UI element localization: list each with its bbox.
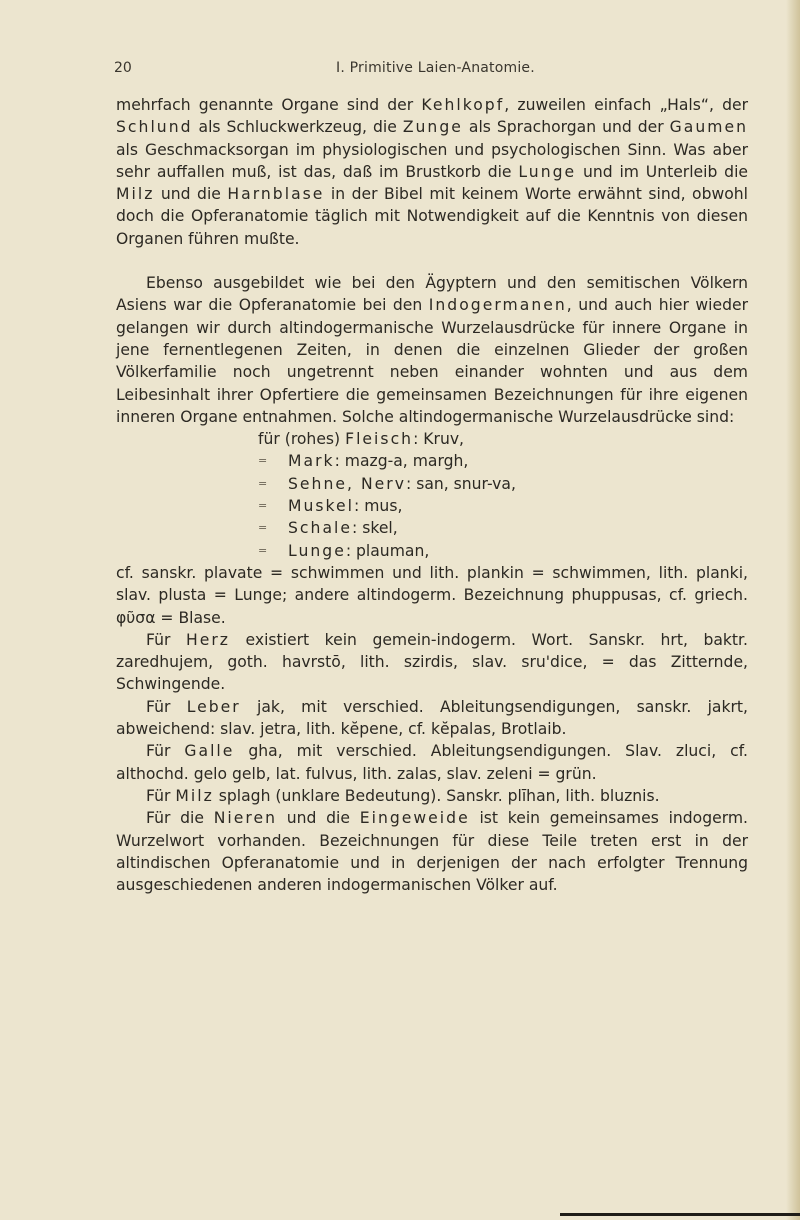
word-list bbox=[116, 428, 748, 562]
term-milz-2: Milz bbox=[175, 786, 214, 805]
term-nieren: Nieren bbox=[213, 809, 278, 828]
paragraph-herz: Für Herz existiert kein gemein-indogerm. Wort. Sanskr. hrt, baktr. zaredhujem, goth. havrstō, lith. szirdis, slav. sru'dice, = das Zitternde, Schwingende. bbox=[116, 630, 748, 694]
paragraph-2: Ebenso ausgebildet wie bei den Ägyptern und den semitischen Völkern Asiens war die Opferanatomie bei den Indogermanen, und auch hier wieder gelangen wir durch altindogermanische Wurzelausdrücke für innere Organe in jene fernentlegenen Zeiten, in denen die einzelnen Glieder der großen Völkerfamilie noch ungetrennt neben einander wohnten und aus dem Leibesinhalt ihrer Opfertiere die gemeinsamen Bezeichnungen für ihre eigenen inneren Organe entnahmen. Solche altindogermanische Wurzelausdrücke sind: bbox=[116, 274, 748, 426]
page-edge-shadow bbox=[786, 0, 800, 1220]
ditto-mark: = bbox=[258, 521, 268, 535]
paragraph-3: cf. sanskr. plavate = schwimmen und lith. plankin = schwimmen, lith. planki, slav. plusta = Lunge; andere altindogerm. Bezeichnung phuppusas, cf. griech. φῦσα = Blase. bbox=[116, 563, 748, 627]
paragraph-galle: Für Galle gha, mit verschied. Ableitungsendigungen. Slav. zluci, cf. althochd. gelo gelb, lat. fulvus, lith. zalas, slav. zeleni = grün. bbox=[116, 742, 748, 783]
paragraph-leber: Für Leber jak, mit verschied. Ableitungsendigungen, sanskr. jakrt, abweichend: slav. jetra, lith. kĕpene, cf. kĕpalas, Brotlaib. bbox=[116, 697, 748, 739]
list-item: = Muskel: mus, bbox=[116, 495, 748, 517]
paragraph-milz: Für Milz splagh (unklare Bedeutung). Sanskr. plīhan, lith. bluznis. bbox=[146, 786, 660, 805]
ditto-mark: = bbox=[258, 543, 268, 557]
term-leber: Leber bbox=[186, 697, 241, 716]
page-number: 20 bbox=[114, 60, 132, 76]
term-kehlkopf: Kehlkopf bbox=[421, 96, 505, 114]
list-item: = Lunge: plauman, bbox=[116, 540, 748, 562]
term-zunge: Zunge bbox=[402, 118, 463, 137]
list-item: = Sehne, Nerv: san, snur-va, bbox=[116, 473, 748, 495]
term-gaumen: Gaumen bbox=[669, 118, 748, 137]
term-lunge: Lunge bbox=[518, 162, 577, 181]
body-text bbox=[116, 94, 748, 896]
term-indogermanen: Indogermanen bbox=[428, 296, 567, 315]
paragraph-gap bbox=[116, 250, 748, 272]
paragraph-1: mehrfach genannte Organe sind der Kehlkopf, zuweilen einfach „Hals“, der Schlund als Schluckwerkzeug, die Zunge als Sprachorgan und der Gaumen als Geschmacksorgan im physiologischen und psychologischen Sinn. Was aber sehr auffallen muß, ist das, daß im Brustkorb die Lunge und im Unterleib die Milz und die Harnblase in der Bibel mit keinem Worte erwähnt sind, obwohl doch die Opferanatomie täglich mit Notwendigkeit auf die Kenntnis von diesen Organen führen mußte. bbox=[116, 96, 748, 248]
term-eingeweide: Eingeweide bbox=[359, 809, 470, 828]
ditto-mark: = bbox=[258, 476, 268, 490]
ditto-mark: = bbox=[258, 499, 268, 513]
list-item: = Mark: mazg-a, margh, bbox=[116, 450, 748, 472]
list-item: für (rohes) Fleisch: Kruv, bbox=[258, 430, 465, 449]
bottom-rule bbox=[560, 1213, 800, 1216]
term-schlund: Schlund bbox=[116, 118, 193, 137]
term-herz: Herz bbox=[185, 630, 230, 649]
running-head: I. Primitive Laien-Anatomie. bbox=[336, 60, 535, 76]
term-galle: Galle bbox=[184, 742, 235, 761]
page-header bbox=[0, 60, 800, 84]
ditto-mark: = bbox=[258, 454, 268, 468]
paragraph-nieren: Für die Nieren und die Eingeweide ist kein gemeinsames indogerm. Wurzelwort vorhanden. Bezeichnungen für diese Teile treten erst in der altindischen Opferanatomie und in derjenigen der nach erfolgter Trennung ausgeschiedenen anderen indogermanischen Völker auf. bbox=[116, 809, 748, 895]
term-harnblase: Harnblase bbox=[227, 185, 325, 204]
list-item: = Schale: skel, bbox=[116, 517, 748, 539]
term-milz: Milz bbox=[116, 185, 155, 204]
